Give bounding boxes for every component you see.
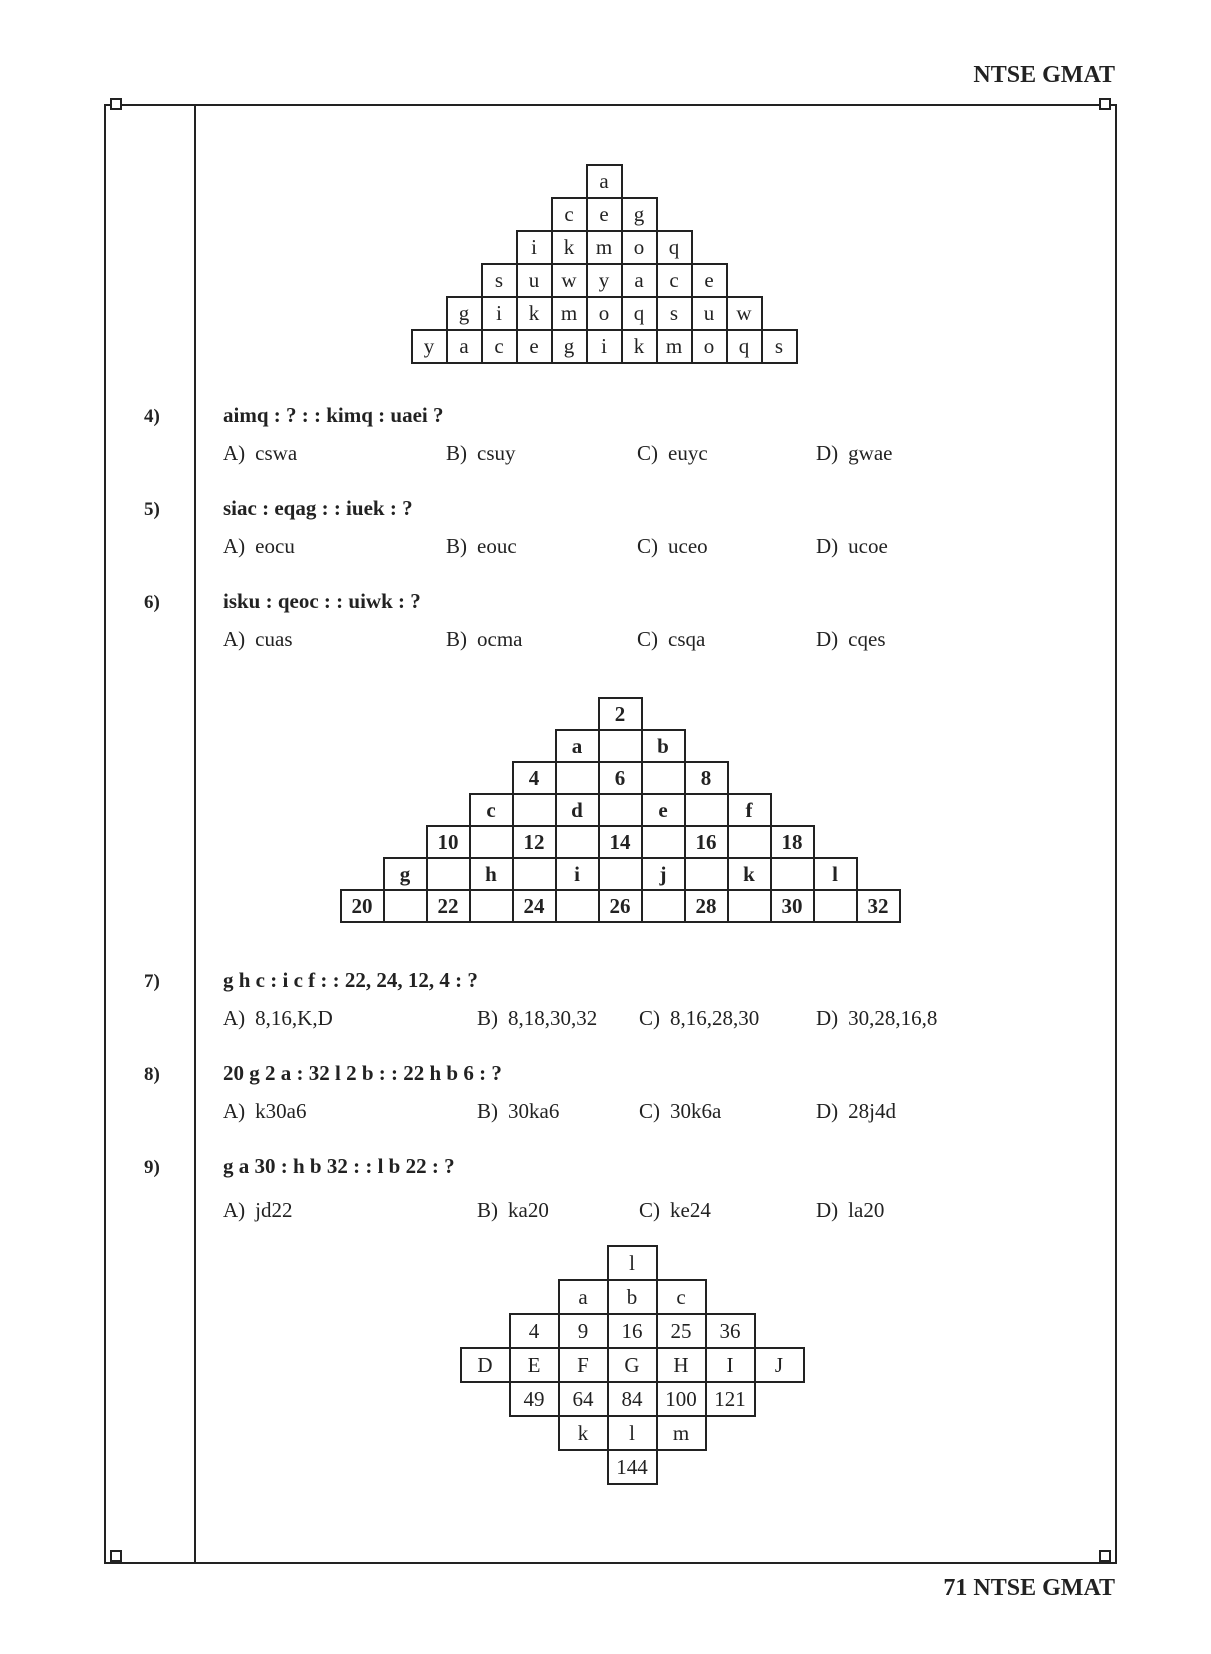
grid-cell: i: [586, 329, 623, 364]
grid-cell: c: [656, 1279, 707, 1315]
option-c: [639, 1099, 721, 1124]
option-value: 28j4d: [848, 1099, 897, 1123]
option-label: A): [223, 627, 246, 651]
option-value: 8,16,28,30: [670, 1006, 760, 1030]
grid-cell: o: [586, 296, 623, 331]
grid-cell: 22: [426, 889, 471, 923]
grid-cell: s: [761, 329, 798, 364]
grid-cell: [598, 729, 643, 763]
grid-cell: [684, 857, 729, 891]
grid-cell: 30: [770, 889, 815, 923]
grid-cell: k: [727, 857, 772, 891]
question-text: aimq : ? : : kimq : uaei ?: [223, 403, 444, 427]
option-label: B): [477, 1006, 498, 1030]
grid-cell: 144: [607, 1449, 658, 1485]
grid-cell: 28: [684, 889, 729, 923]
option-a: [223, 627, 293, 652]
option-value: ke24: [670, 1198, 711, 1222]
option-value: 8,16,K,D: [255, 1006, 333, 1030]
question-text: g h c : i c f : : 22, 24, 12, 4 : ?: [223, 968, 478, 992]
option-value: 30ka6: [508, 1099, 560, 1123]
grid-cell: [770, 857, 815, 891]
option-d: [816, 627, 886, 652]
option-d: [816, 534, 888, 559]
grid-cell: k: [516, 296, 553, 331]
option-d: [816, 1099, 896, 1124]
option-a: [223, 534, 295, 559]
grid-cell: y: [411, 329, 448, 364]
option-a: [223, 1099, 307, 1124]
grid-cell: [598, 793, 643, 827]
grid-cell: w: [726, 296, 763, 331]
option-label: B): [446, 627, 467, 651]
grid-cell: h: [469, 857, 514, 891]
grid-cell: j: [641, 857, 686, 891]
grid-cell: D: [460, 1347, 511, 1383]
grid-cell: [469, 825, 514, 859]
option-value: cqes: [848, 627, 886, 651]
grid-cell: 121: [705, 1381, 756, 1417]
grid-cell: 9: [558, 1313, 609, 1349]
question-number: 8): [144, 1064, 160, 1085]
grid-cell: [641, 889, 686, 923]
option-a: [223, 441, 297, 466]
question-number: 7): [144, 971, 160, 992]
grid-cell: 4: [509, 1313, 560, 1349]
option-label: A): [223, 1006, 246, 1030]
option-label: C): [639, 1099, 660, 1123]
option-value: ka20: [508, 1198, 549, 1222]
grid-cell: 2: [598, 697, 643, 731]
grid-cell: q: [726, 329, 763, 364]
option-c: [637, 441, 708, 466]
grid-cell: G: [607, 1347, 658, 1383]
grid-cell: a: [446, 329, 483, 364]
question-text: isku : qeoc : : uiwk : ?: [223, 589, 421, 613]
option-a: [223, 1198, 293, 1223]
grid-cell: l: [607, 1245, 658, 1281]
option-b: [477, 1099, 559, 1124]
option-value: 30,28,16,8: [848, 1006, 938, 1030]
grid-cell: 14: [598, 825, 643, 859]
grid-cell: 26: [598, 889, 643, 923]
corner-ornament: [1099, 1550, 1111, 1562]
grid-cell: 12: [512, 825, 557, 859]
option-label: A): [223, 1099, 246, 1123]
option-label: A): [223, 1198, 246, 1222]
option-value: la20: [848, 1198, 885, 1222]
option-label: D): [816, 1006, 839, 1030]
option-label: B): [446, 441, 467, 465]
grid-cell: w: [551, 263, 588, 298]
grid-cell: [555, 761, 600, 795]
option-label: C): [637, 534, 658, 558]
grid-cell: o: [691, 329, 728, 364]
grid-cell: k: [558, 1415, 609, 1451]
grid-cell: f: [727, 793, 772, 827]
grid-cell: e: [516, 329, 553, 364]
option-value: ucoe: [848, 534, 888, 558]
grid-cell: [383, 889, 428, 923]
grid-cell: k: [551, 230, 588, 265]
option-value: gwae: [848, 441, 893, 465]
grid-cell: [555, 825, 600, 859]
question-number: 4): [144, 406, 160, 427]
option-c: [637, 627, 705, 652]
grid-cell: [598, 857, 643, 891]
option-value: jd22: [255, 1198, 293, 1222]
option-c: [639, 1198, 711, 1223]
grid-cell: u: [691, 296, 728, 331]
grid-cell: [426, 857, 471, 891]
option-c: [639, 1006, 759, 1031]
option-value: uceo: [668, 534, 708, 558]
option-label: D): [816, 1198, 839, 1222]
grid-cell: [727, 889, 772, 923]
question-number: 9): [144, 1157, 160, 1178]
corner-ornament: [110, 1550, 122, 1562]
margin-rule: [194, 104, 196, 1564]
grid-cell: a: [558, 1279, 609, 1315]
header-title: NTSE GMAT: [973, 62, 1115, 88]
page-number: 71: [943, 1575, 968, 1601]
grid-cell: E: [509, 1347, 560, 1383]
grid-cell: y: [586, 263, 623, 298]
option-label: C): [637, 441, 658, 465]
grid-cell: 20: [340, 889, 385, 923]
option-value: csuy: [477, 441, 516, 465]
option-value: k30a6: [255, 1099, 307, 1123]
grid-cell: g: [446, 296, 483, 331]
grid-cell: k: [621, 329, 658, 364]
option-value: eouc: [477, 534, 517, 558]
grid-cell: 16: [684, 825, 729, 859]
grid-cell: 8: [684, 761, 729, 795]
grid-cell: s: [481, 263, 518, 298]
grid-cell: 25: [656, 1313, 707, 1349]
grid-cell: 16: [607, 1313, 658, 1349]
option-value: 30k6a: [670, 1099, 722, 1123]
grid-cell: c: [469, 793, 514, 827]
grid-cell: [727, 825, 772, 859]
option-label: C): [639, 1198, 660, 1222]
grid-cell: g: [621, 197, 658, 232]
grid-cell: 100: [656, 1381, 707, 1417]
option-label: D): [816, 534, 839, 558]
option-label: A): [223, 441, 246, 465]
grid-cell: 4: [512, 761, 557, 795]
grid-cell: [641, 825, 686, 859]
question-text: 20 g 2 a : 32 l 2 b : : 22 h b 6 : ?: [223, 1061, 502, 1085]
grid-cell: l: [813, 857, 858, 891]
option-label: B): [477, 1198, 498, 1222]
grid-cell: 32: [856, 889, 901, 923]
option-d: [816, 441, 892, 466]
grid-cell: a: [555, 729, 600, 763]
grid-cell: g: [383, 857, 428, 891]
grid-cell: F: [558, 1347, 609, 1383]
grid-cell: [684, 793, 729, 827]
option-label: D): [816, 441, 839, 465]
grid-cell: e: [641, 793, 686, 827]
grid-cell: 6: [598, 761, 643, 795]
grid-cell: 24: [512, 889, 557, 923]
grid-cell: u: [516, 263, 553, 298]
question-number: 5): [144, 499, 160, 520]
option-b: [446, 534, 517, 559]
option-value: euyc: [668, 441, 708, 465]
grid-cell: g: [551, 329, 588, 364]
option-b: [446, 627, 522, 652]
grid-cell: q: [621, 296, 658, 331]
grid-cell: [641, 761, 686, 795]
grid-cell: i: [516, 230, 553, 265]
question-number: 6): [144, 592, 160, 613]
option-label: B): [446, 534, 467, 558]
grid-cell: c: [481, 329, 518, 364]
grid-cell: c: [656, 263, 693, 298]
option-a: [223, 1006, 333, 1031]
grid-cell: q: [656, 230, 693, 265]
option-label: D): [816, 627, 839, 651]
grid-cell: [512, 793, 557, 827]
option-b: [477, 1198, 549, 1223]
grid-cell: [555, 889, 600, 923]
grid-cell: 18: [770, 825, 815, 859]
option-label: C): [639, 1006, 660, 1030]
grid-cell: l: [607, 1415, 658, 1451]
option-c: [637, 534, 708, 559]
grid-cell: J: [754, 1347, 805, 1383]
grid-cell: b: [641, 729, 686, 763]
grid-cell: 10: [426, 825, 471, 859]
grid-cell: i: [555, 857, 600, 891]
grid-cell: 49: [509, 1381, 560, 1417]
option-label: D): [816, 1099, 839, 1123]
option-label: C): [637, 627, 658, 651]
corner-ornament: [110, 98, 122, 110]
footer-title: NTSE GMAT: [973, 1575, 1115, 1601]
grid-cell: m: [656, 1415, 707, 1451]
corner-ornament: [1099, 98, 1111, 110]
grid-cell: [469, 889, 514, 923]
grid-cell: 36: [705, 1313, 756, 1349]
grid-cell: e: [691, 263, 728, 298]
grid-cell: m: [656, 329, 693, 364]
option-value: ocma: [477, 627, 523, 651]
option-b: [477, 1006, 597, 1031]
option-d: [816, 1006, 937, 1031]
option-value: cuas: [255, 627, 293, 651]
grid-cell: H: [656, 1347, 707, 1383]
option-value: 8,18,30,32: [508, 1006, 598, 1030]
footer: [943, 1575, 1115, 1602]
grid-cell: I: [705, 1347, 756, 1383]
question-text: g a 30 : h b 32 : : l b 22 : ?: [223, 1154, 455, 1178]
grid-cell: 64: [558, 1381, 609, 1417]
grid-cell: i: [481, 296, 518, 331]
grid-cell: a: [621, 263, 658, 298]
option-value: cswa: [255, 441, 298, 465]
option-b: [446, 441, 516, 466]
option-value: csqa: [668, 627, 706, 651]
grid-cell: a: [586, 164, 623, 199]
grid-cell: s: [656, 296, 693, 331]
grid-cell: c: [551, 197, 588, 232]
grid-cell: 84: [607, 1381, 658, 1417]
grid-cell: d: [555, 793, 600, 827]
option-value: eocu: [255, 534, 295, 558]
grid-cell: o: [621, 230, 658, 265]
grid-cell: m: [586, 230, 623, 265]
option-label: B): [477, 1099, 498, 1123]
grid-cell: b: [607, 1279, 658, 1315]
grid-cell: m: [551, 296, 588, 331]
grid-cell: [813, 889, 858, 923]
grid-cell: [512, 857, 557, 891]
question-text: siac : eqag : : iuek : ?: [223, 496, 413, 520]
grid-cell: e: [586, 197, 623, 232]
option-label: A): [223, 534, 246, 558]
option-d: [816, 1198, 884, 1223]
